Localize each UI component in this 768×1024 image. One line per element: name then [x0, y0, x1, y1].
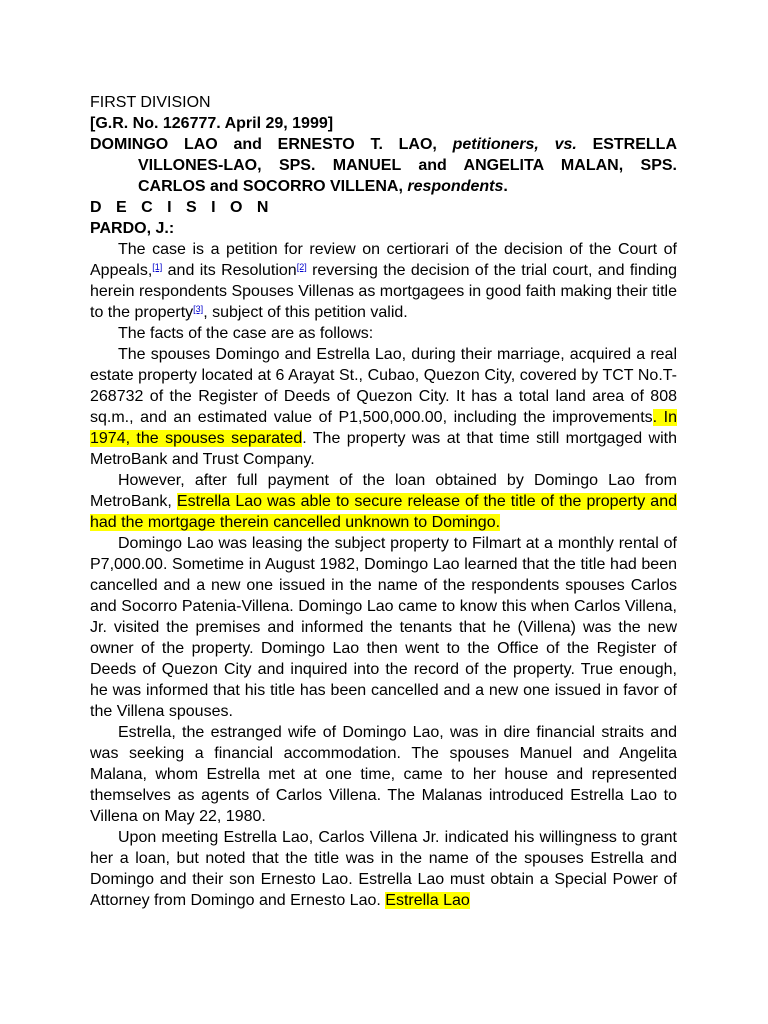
case-number: [G.R. No. 126777. April 29, 1999]	[90, 115, 334, 132]
highlight-separation: . In 1974, the spouses separated	[90, 409, 678, 447]
paragraph-7: Upon meeting Estrella Lao, Carlos Villena Jr. indicated his willingness to grant her a loan, but noted that the title was in the name of the spouses Estrella and Domingo and their son Ernesto Lao. Estrella Lao must obtain a Special Power of Attorney from Domingo and Ernesto Lao. Estrella Lao	[90, 829, 677, 909]
ponente: PARDO, J.:	[90, 220, 175, 237]
division-heading: FIRST DIVISION	[90, 94, 211, 111]
decision-heading: D E C I S I O N	[90, 199, 274, 216]
caption-line-2: VILLONES-LAO, SPS. MANUEL and ANGELITA MALAN, SPS.	[138, 157, 677, 174]
paragraph-2: The facts of the case are as follows:	[118, 325, 374, 342]
caption-line-3: CARLOS and SOCORRO VILLENA, respondents.	[138, 178, 508, 195]
footnote-2[interactable]: [2]	[296, 262, 307, 272]
case-caption	[90, 134, 677, 197]
paragraph-3: The spouses Domingo and Estrella Lao, during their marriage, acquired a real estate property located at 6 Arayat St., Cubao, Quezon City, covered by TCT No.T-268732 of the Register of Deeds of Quezon City. It has a total land area of 808 sq.m., and an estimated value of P1,500,000.00, including the improvements. In 1974, the spouses separated. The property was at that time still mortgaged with MetroBank and Trust Company.	[90, 346, 678, 468]
highlight-estrella: Estrella Lao	[385, 892, 470, 909]
document-page	[90, 92, 677, 911]
paragraph-4: However, after full payment of the loan obtained by Domingo Lao from MetroBank, Estrella Lao was able to secure release of the title of the property and had the mortgage therein cancelled unknown to Domingo.	[90, 472, 678, 531]
caption-line-1: DOMINGO LAO and ERNESTO T. LAO, petitioners, vs. ESTRELLA	[90, 136, 678, 153]
paragraph-1: The case is a petition for review on certiorari of the decision of the Court of Appeals,[1] and its Resolution[2] reversing the decision of the trial court, and finding herein respondents Spouses Villenas as mortgagees in good faith making their title to the property[3], subject of this petition valid.	[90, 241, 677, 321]
paragraph-5: Domingo Lao was leasing the subject property to Filmart at a monthly rental of P7,000.00. Sometime in August 1982, Domingo Lao learned that the title had been cancelled and a new one issued in the name of the respondents spouses Carlos and Socorro Patenia-Villena. Domingo Lao came to know this when Carlos Villena, Jr. visited the premises and informed the tenants that he (Villena) was the new owner of the property. Domingo Lao then went to the Office of the Register of Deeds of Quezon City and inquired into the record of the property. True enough, he was informed that his title has been cancelled and a new one issued in favor of the Villena spouses.	[90, 535, 677, 720]
highlight-title-release: Estrella Lao was able to secure release of the title of the property and had the mortgage therein cancelled unknown to Domingo.	[90, 493, 678, 531]
footnote-3[interactable]: [3]	[193, 304, 204, 314]
footnote-1[interactable]: [1]	[152, 262, 163, 272]
paragraph-6: Estrella, the estranged wife of Domingo Lao, was in dire financial straits and was seeking a financial accommodation. The spouses Manuel and Angelita Malana, whom Estrella met at one time, came to her house and represented themselves as agents of Carlos Villena. The Malanas introduced Estrella Lao to Villena on May 22, 1980.	[90, 724, 677, 825]
